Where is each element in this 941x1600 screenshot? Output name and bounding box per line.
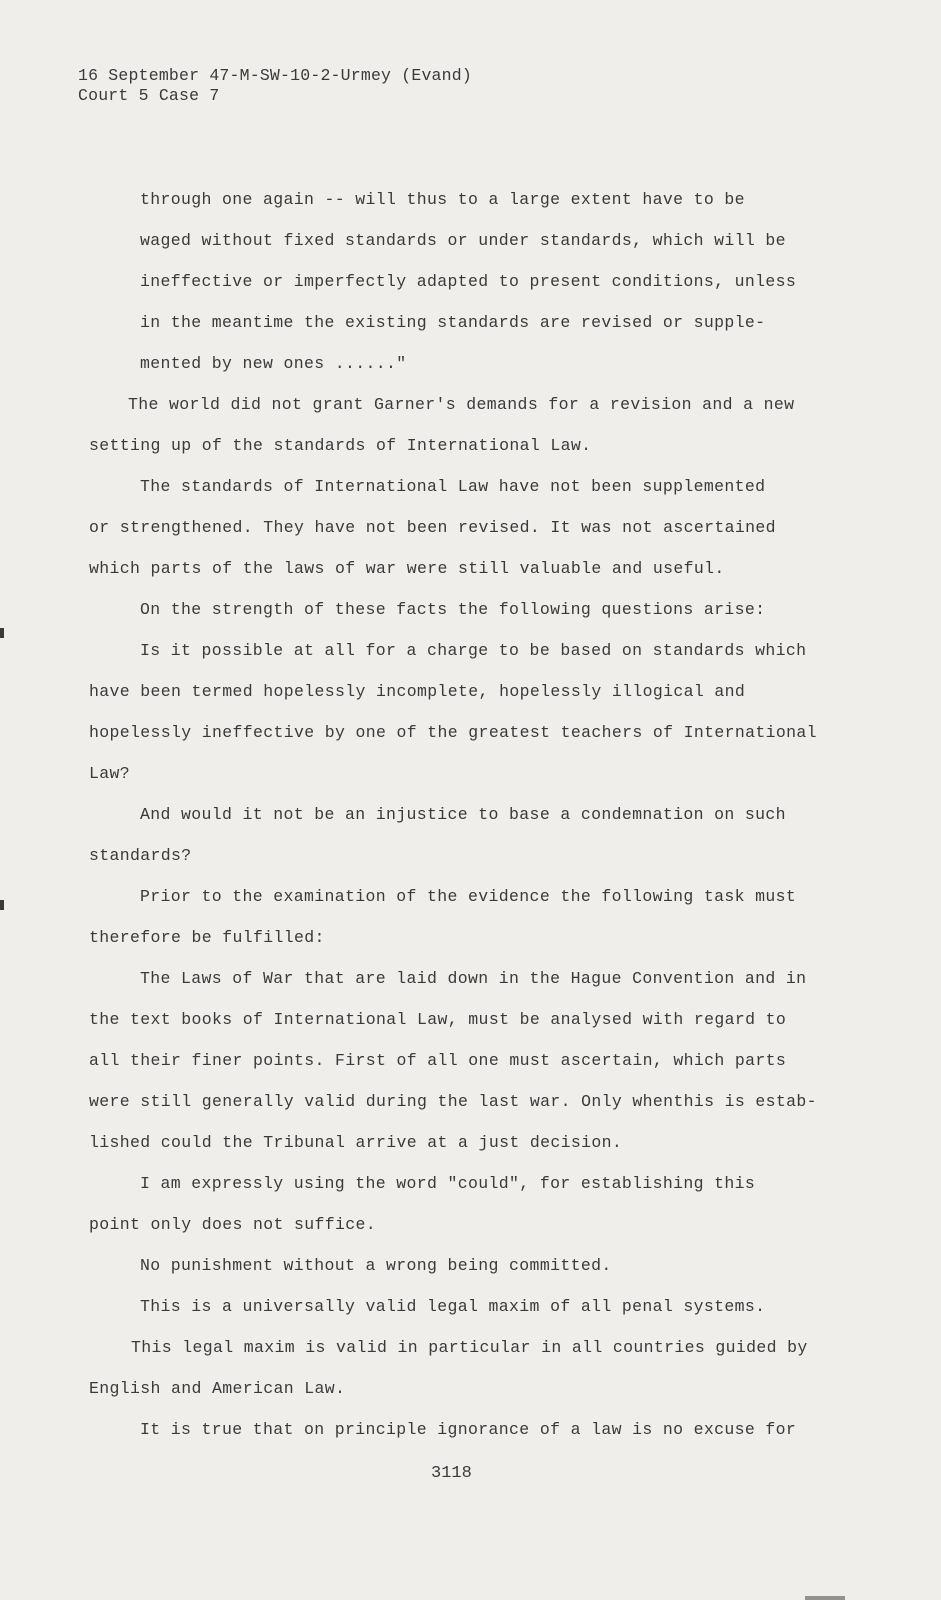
header-line-court-case: Court 5 Case 7 (78, 86, 220, 105)
text-line: No punishment without a wrong being committed. (140, 1256, 612, 1275)
text-line: mented by new ones ......" (140, 354, 407, 373)
header-line-date-reference: 16 September 47-M-SW-10-2-Urmey (Evand) (78, 66, 472, 85)
text-line: Prior to the examination of the evidence the following task must (140, 887, 797, 906)
text-line: ineffective or imperfectly adapted to present conditions, unless (140, 272, 797, 291)
text-line: or strengthened. They have not been revised. It was not ascertained (89, 518, 776, 537)
text-line: have been termed hopelessly incomplete, hopelessly illogical and (89, 682, 746, 701)
text-line: through one again -- will thus to a large extent have to be (140, 190, 745, 209)
text-line: The world did not grant Garner's demands for a revision and a new (128, 395, 795, 414)
text-line: Law? (89, 764, 131, 783)
text-line: therefore be fulfilled: (89, 928, 325, 947)
text-line: standards? (89, 846, 192, 865)
margin-mark (0, 628, 4, 638)
text-line: in the meantime the existing standards are revised or supple- (140, 313, 766, 332)
text-line: all their finer points. First of all one must ascertain, which parts (89, 1051, 787, 1070)
text-line: Is it possible at all for a charge to be based on standards which (140, 641, 807, 660)
text-line: On the strength of these facts the following questions arise: (140, 600, 766, 619)
text-line: setting up of the standards of International Law. (89, 436, 592, 455)
page-number: 3118 (431, 1464, 472, 1483)
text-line: hopelessly ineffective by one of the greatest teachers of International (89, 723, 817, 742)
text-line: English and American Law. (89, 1379, 346, 1398)
text-line: It is true that on principle ignorance of a law is no excuse for (140, 1420, 797, 1439)
margin-mark (0, 900, 4, 910)
text-line: I am expressly using the word "could", for establishing this (140, 1174, 756, 1193)
text-line: This legal maxim is valid in particular in all countries guided by (131, 1338, 808, 1357)
text-line: waged without fixed standards or under standards, which will be (140, 231, 786, 250)
text-line: lished could the Tribunal arrive at a just decision. (89, 1133, 623, 1152)
text-line: which parts of the laws of war were still valuable and useful. (89, 559, 725, 578)
text-line: This is a universally valid legal maxim of all penal systems. (140, 1297, 766, 1316)
text-line: And would it not be an injustice to base a condemnation on such (140, 805, 786, 824)
document-header (78, 66, 472, 106)
text-line: The standards of International Law have not been supplemented (140, 477, 766, 496)
text-line: The Laws of War that are laid down in the Hague Convention and in (140, 969, 807, 988)
text-line: the text books of International Law, must be analysed with regard to (89, 1010, 787, 1029)
text-line: were still generally valid during the last war. Only whenthis is estab- (89, 1092, 817, 1111)
text-line: point only does not suffice. (89, 1215, 377, 1234)
scan-artifact (805, 1596, 845, 1600)
